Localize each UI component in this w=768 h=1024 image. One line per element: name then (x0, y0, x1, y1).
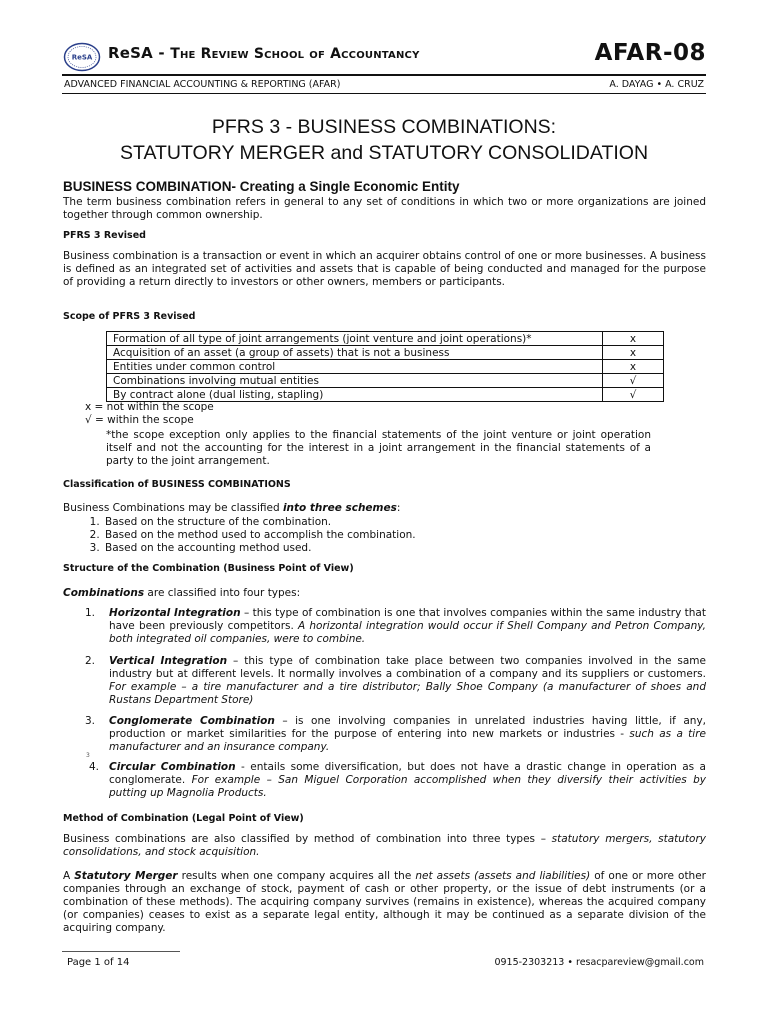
contact-info: 0915-2303213 • resacpareview@gmail.com (494, 957, 704, 968)
classification-heading: Classification of BUSINESS COMBINATIONS (63, 479, 291, 490)
classification-intro: Business Combinations may be classified into three schemes: (63, 502, 401, 514)
structure-intro: Combinations are classified into four types: (63, 587, 301, 599)
scope-table (106, 331, 664, 402)
method-heading: Method of Combination (Legal Point of View) (63, 813, 304, 824)
footer-rule (62, 951, 180, 952)
section-heading: BUSINESS COMBINATION- Creating a Single Economic Entity (63, 179, 460, 194)
scope-heading: Scope of PFRS 3 Revised (63, 311, 196, 322)
school-name: ReSA - The Review School of Accountancy (108, 44, 420, 62)
list-item: 3. Based on the accounting method used. (103, 542, 416, 555)
page-number: Page 1 of 14 (67, 957, 130, 968)
table-row: Combinations involving mutual entities √ (107, 374, 664, 388)
classification-list (85, 516, 416, 555)
table-row: Acquisition of an asset (a group of assets) that is not a business x (107, 346, 664, 360)
list-item: 4. Circular Combination - entails some diversification, but does not have a drastic change in operation as a conglomerate. For example – San Miguel Corporation accomplished when they diversify their activities by putting up Magnolia Products. (89, 761, 706, 799)
table-row: Entities under common control x (107, 360, 664, 374)
structure-heading: Structure of the Combination (Business Point of View) (63, 563, 354, 574)
scope-note: *the scope exception only applies to the financial statements of the joint venture or joint operation itself and not the accounting for the interest in a joint arrangement in the financial statements of a party to the joint arrangement. (106, 429, 651, 467)
intro-paragraph: The term business combination refers in general to any set of conditions in which two or more organizations are joined together through common ownership. (63, 196, 706, 221)
subject-label: ADVANCED FINANCIAL ACCOUNTING & REPORTING (AFAR) (64, 79, 341, 90)
list-item: 1. Based on the structure of the combination. (103, 516, 416, 529)
logo-text: ReSA (71, 53, 93, 62)
list-item: 1. Horizontal Integration – this type of combination is one that involves companies within the same industry that have been previously competitors. A horizontal integration would occur if Shell Company and Petron Company, both integrated oil companies, were to combine. (85, 607, 706, 645)
statutory-merger-paragraph: A Statutory Merger results when one company acquires all the net assets (assets and liabilities) of one or more other companies through an exchange of stock, payment of cash or other property, or the issue of debt instruments (or a combination of these methods). The acquiring company survives (remains in existence), whereas the acquired company (or companies) ceases to exist as a separate legal entity, although it may be continued as a separate division of the acquiring company. (63, 870, 706, 934)
legend-in-scope: √ = within the scope (85, 414, 194, 426)
header-rule-thin (62, 93, 706, 94)
pfrs-heading: PFRS 3 Revised (63, 230, 146, 241)
resa-logo (63, 42, 101, 72)
authors-label: A. DAYAG • A. CRUZ (609, 79, 704, 90)
table-row: Formation of all type of joint arrangements (joint venture and joint operations)* x (107, 332, 664, 346)
course-code: AFAR-08 (594, 40, 706, 66)
table-row: By contract alone (dual listing, stapling) √ (107, 388, 664, 402)
list-item: 2. Vertical Integration – this type of combination take place between two companies involved in the same industry but at different levels. It normally involves a combination of a company and its suppliers or customers. For example – a tire manufacturer and a tire distributor; Bally Shoe Company (a manufacturer of shoes and Rustans Department Store) (85, 655, 706, 706)
header-rule (62, 74, 706, 76)
pfrs-paragraph: Business combination is a transaction or event in which an acquirer obtains control of one or more businesses. A business is defined as an integrated set of activities and assets that is capable of being conducted and managed for the purpose of providing a return directly to investors or other owners, members or participants. (63, 250, 706, 288)
footnote-mark: 3 (86, 752, 90, 759)
page-title-line2: STATUTORY MERGER and STATUTORY CONSOLIDATION (119, 142, 649, 164)
list-item: 3. Conglomerate Combination – is one involving companies in unrelated industries having little, if any, production or market similarities for the purpose of entering into new markets or industries - such as a tire manufacturer and an insurance company. (85, 715, 706, 753)
method-intro: Business combinations are also classified by method of combination into three types – statutory mergers, statutory consolidations, and stock acquisition. (63, 833, 706, 858)
list-item: 2. Based on the method used to accomplish the combination. (103, 529, 416, 542)
page-title-line1: PFRS 3 - BUSINESS COMBINATIONS: (211, 116, 557, 138)
legend-not-in-scope: x = not within the scope (85, 401, 214, 413)
